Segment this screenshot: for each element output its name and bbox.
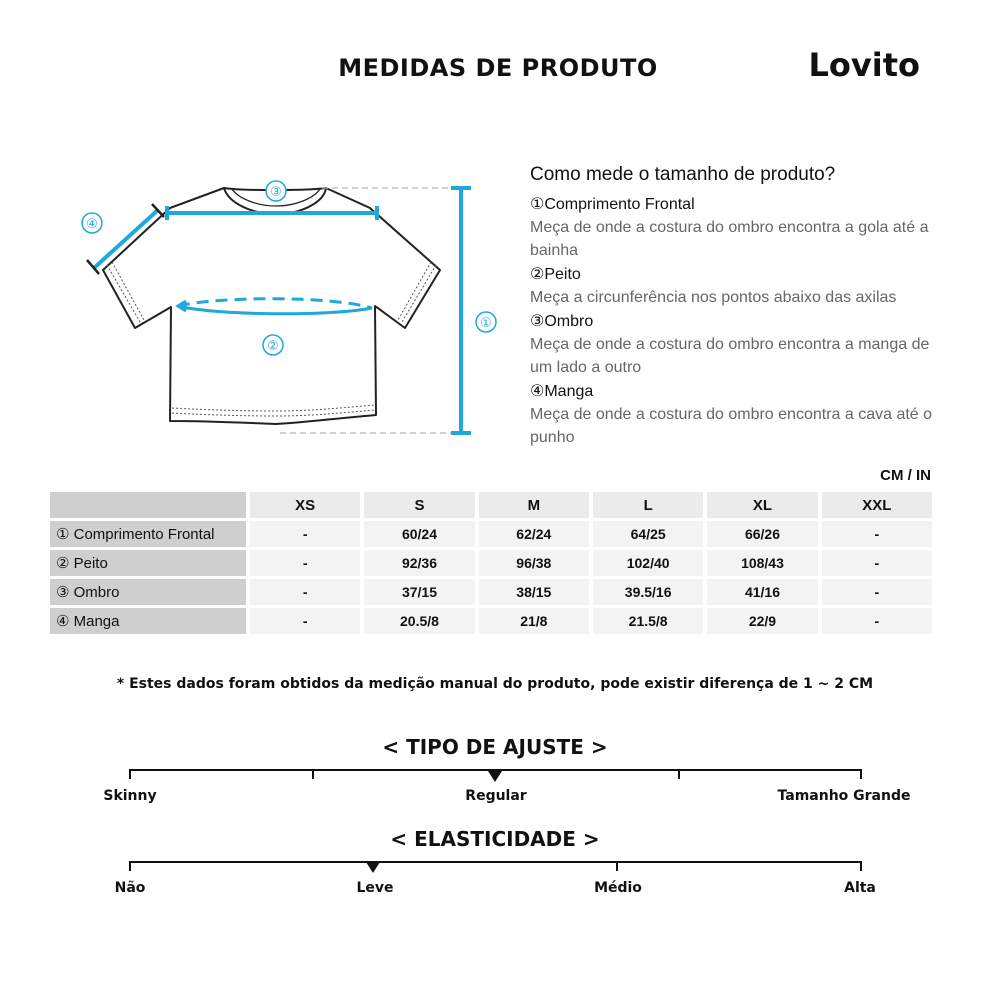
column-header: M [479,492,589,518]
measurement-note: * Estes dados foram obtidos da medição manual do produto, pode existir diferença de 1 ~ 2 CM [116,676,874,692]
guide-item-title: ②Peito [530,266,581,283]
table-cell: - [250,579,360,605]
elasticity-selected-marker-icon [366,862,380,873]
column-header: S [364,492,474,518]
guide-item-desc: Meça de onde a costura do ombro encontra a cava até o punho [530,406,933,446]
column-header: L [593,492,703,518]
table-cell: 41/16 [707,579,817,605]
fit-label-regular: Regular [465,788,527,804]
elasticity-title: < ELASTICIDADE > [390,827,600,851]
fit-scale-tick [129,769,131,779]
table-cell: 38/15 [479,579,589,605]
table-cell: - [822,608,932,634]
label-4: ④ [86,217,98,232]
table-row [50,550,932,576]
size-table [46,489,936,637]
table-cell: 39.5/16 [593,579,703,605]
table-cell: - [250,550,360,576]
fit-scale-tick [312,769,314,779]
table-cell: 21.5/8 [593,608,703,634]
table-header-row [50,492,932,518]
elasticity-scale-tick [129,861,131,871]
guide-heading: Como mede o tamanho de produto? [530,164,836,185]
guide-item-desc: Meça a circunferência nos pontos abaixo das axilas [530,289,897,306]
table-cell: 21/8 [479,608,589,634]
table-cell: 108/43 [707,550,817,576]
elasticity-label-high: Alta [844,880,876,896]
column-header: XS [250,492,360,518]
table-cell: 20.5/8 [364,608,474,634]
elasticity-label-light: Leve [356,880,394,896]
elasticity-scale-tick [616,861,618,871]
guide-item-title: ①Comprimento Frontal [530,196,695,213]
column-header: XXL [822,492,932,518]
elasticity-scale-line [130,861,862,863]
measurement-guide [530,164,950,451]
table-cell: 96/38 [479,550,589,576]
table-cell: - [822,550,932,576]
fit-selected-marker-icon [488,771,502,782]
table-cell: 64/25 [593,521,703,547]
table-row [50,521,932,547]
table-cell: 60/24 [364,521,474,547]
fit-scale-tick [678,769,680,779]
table-cell: 92/36 [364,550,474,576]
label-3: ③ [270,185,282,200]
table-cell: 62/24 [479,521,589,547]
column-header: XL [707,492,817,518]
row-label: ④ Manga [50,608,246,634]
tshirt-measurement-diagram [70,170,510,460]
table-cell: 102/40 [593,550,703,576]
guide-item-desc: Meça de onde a costura do ombro encontra a manga de um lado a outro [530,336,930,376]
guide-item-title: ④Manga [530,383,594,400]
table-cell: - [822,521,932,547]
table-cell: 22/9 [707,608,817,634]
table-cell: - [250,608,360,634]
table-cell: 37/15 [364,579,474,605]
unit-label: CM / IN [880,467,931,484]
label-1: ① [480,316,492,331]
elasticity-label-none: Não [114,880,146,896]
elasticity-scale-tick [860,861,862,871]
table-row [50,608,932,634]
row-label: ② Peito [50,550,246,576]
fit-scale-tick [860,769,862,779]
elasticity-label-medium: Médio [594,880,642,896]
guide-item-desc: Meça de onde a costura do ombro encontra a gola até a bainha [530,219,929,259]
row-label: ③ Ombro [50,579,246,605]
table-row [50,579,932,605]
brand-logo: Lovito [808,46,920,84]
fit-title: < TIPO DE AJUSTE > [382,735,608,759]
table-corner [50,492,246,518]
label-2: ② [267,339,279,354]
table-cell: - [250,521,360,547]
page-title: MEDIDAS DE PRODUTO [338,54,658,82]
table-cell: 66/26 [707,521,817,547]
guide-item-title: ③Ombro [530,313,594,330]
row-label: ① Comprimento Frontal [50,521,246,547]
table-cell: - [822,579,932,605]
fit-label-large: Tamanho Grande [777,788,911,804]
fit-label-skinny: Skinny [103,788,157,804]
